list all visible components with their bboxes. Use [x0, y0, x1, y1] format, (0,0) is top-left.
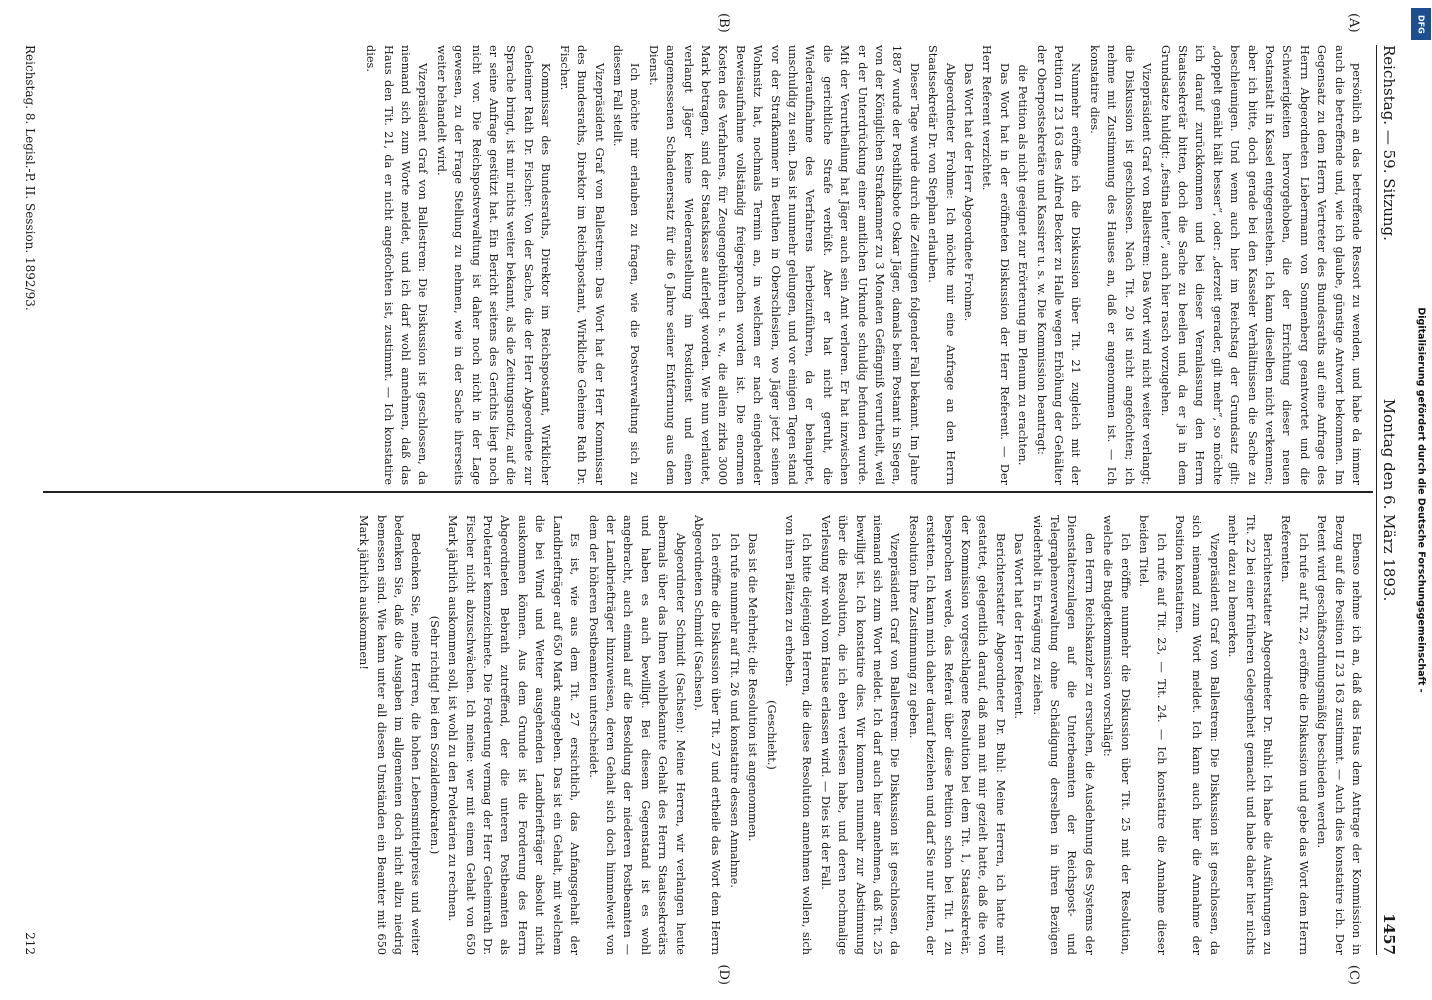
- paragraph: Vizepräsident Graf von Ballestrem: Das Wort hat der Herr Kommissar des Bundesraths, Direktor im Reichspostamt, Wirkliche Geheime Rath Dr. Fischer.: [557, 45, 606, 485]
- paragraph: Ich eröffne die Diskussion über Tit. 27 und ertheile das Wort dem Herrn Abgeordneten Schmidt (Sachsen).: [691, 515, 723, 955]
- page-number: 1457: [1380, 913, 1398, 955]
- paragraph: Ich rufe auf Tit. 23, — Tit. 24. — Ich konstatire die Annahme dieser beiden Titel.: [1137, 515, 1168, 955]
- paragraph: Es ist, wie aus dem Tit. 27 ersichtlich, das Anfangsgehalt der Landbriefträger auf 650 Mark angegeben. Das ist ein Gehalt, mit welchem die bei Wind und Wetter ausgehenden Landbriefträger absolut nicht auskommen können. Aus dem Grunde ist die Forderung des Herrn Abgeordneten Bebrath zutreffend, der die unteren Postbeamten als Proletarier kennzeichnete. Die Forderung vermag der Herr Geheimrath Dr. Fischer nicht abzuschwächen. Ich meine: wer mit einem Gehalt von 650 Mark jährlich auskommen soll, ist wohl zu den Proletarien zu rechnen.: [446, 515, 582, 955]
- paragraph: Vizepräsident Graf von Ballestrem: Die Diskussion ist geschlossen, da sich niemand zum Wort meldet. Ich kann auch hier die Annahme der Position konstatiren.: [1172, 515, 1221, 955]
- header-session: Reichstag. — 59. Sitzung.: [1380, 45, 1398, 241]
- paragraph: Ich rufe nunmehr auf Tit. 26 und konstatire dessen Annahme.: [727, 533, 741, 888]
- paragraph: Vizepräsident Graf von Ballestrem: Das Wort wird nicht weiter verlangt; die Diskussion ist geschlossen. Nach Tit. 20 ist nicht angefochten; ich nehme mit Zustimmung des Hauses an, daß er angenommen ist. — Ich konstatire dies.: [1087, 45, 1154, 485]
- paragraph: Ich möchte mir erlauben zu fragen, wie die Postverwaltung sich zu diesem Fall stellt.: [610, 45, 642, 485]
- margin-marker-c: (C): [1346, 964, 1361, 985]
- paragraph: Ich eröffne nunmehr die Diskussion über Tit. 25 mit der Resolution, welche die Budgetkommission vorschlägt:: [1101, 515, 1132, 955]
- paragraph: persönlich an das betreffende Ressort zu wenden, und habe da immer auch die betreffende und, wie ich glaube, günstige Antwort bekommen. Im Gegensatz zu dem Herrn Vertreter des Bundesraths auf eine Anfrage des Herrn Abgeordneten Liebermann von Sonnenberg geantwortet und die Schwierigkeiten hervorgehoben, die der Errichtung dieser neuen Postanstalt in Kassel entgegenstehen. Ich kann dieselben nicht verkennen; aber ich bitte, doch gerade bei den Kasseler Verhältnissen die Sache zu beschleunigen. Und wenn auch hier im Reichstag der Grundsatz gilt: „doppelt genäht hält besser“, oder: „derzeit gerader, gilt mehr“, so möchte ich darauf zurückkommen und bei dieser Veranlassung den Herrn Staatssekretär bitten, doch die Sache zu beeilen und, da er ja in dem Grundsatze huldigt: „festina lente“, auch hier rasch vorzugehen.: [1158, 45, 1363, 485]
- paragraph: Das Wort hat der Herr Abgeordnete Frohme.: [962, 63, 976, 322]
- header-date: Montag den 6. März 1893.: [1380, 398, 1398, 602]
- paragraph: Vizepräsident Graf von Ballestrem: Die Diskussion ist geschlossen, da niemand sich zum Wort meldet. Ich darf auch hier annehmen, daß Tit. 25 bewilligt ist. Ich konstatire dies. Wir kommen nunmehr zur Abstimmung über die Resolution, die ich eben verlesen habe, und deren nochmalige Verlesung wir wohl vom Hause erlassen wird. — Dies ist der Fall.: [818, 515, 902, 955]
- paragraph: Vizepräsident Graf von Ballestrem: Die Diskussion ist geschlossen, da niemand sich zum Worte meldet, und ich darf wohl annehmen, daß das Haus den Tit. 21, da er nicht angefochten ist, zustimmt. — Ich konstatire dies.: [364, 45, 430, 485]
- right-footer: 212: [23, 932, 37, 955]
- page-header: [1376, 45, 1403, 955]
- paragraph: Abgeordneter Frohme: Ich möchte mir eine Anfrage an den Herrn Staatssekretär Dr. von Stephan erlauben.: [926, 45, 957, 485]
- paragraph: Ich bitte diejenigen Herren, die diese Resolution annehmen wollen, sich von ihren Plätzen zu erheben.: [783, 515, 814, 955]
- paragraph: Das ist die Mehrheit; die Resolution ist angenommen.: [746, 533, 760, 842]
- paragraph: Ich rufe auf Tit. 22, eröffne die Diskussion und gebe das Wort dem Herrn Referenten.: [1279, 515, 1310, 955]
- margin-marker-a: (A): [1346, 13, 1361, 33]
- paragraph: Dieser Tage wurde durch die Zeitungen folgender Fall bekannt. Im Jahre 1887 wurde der Posthilfsbote Oskar Jäger, damals beim Postamt in Siegen, von der Königlichen Strafkammer zu 3 Monaten Gefängniß verurtheilt, weil er der Unterdrückung einer amtlichen Urkunde schuldig befunden wurde. Mit der Verurtheilung hat Jäger auch sein Amt verloren. Er hat inzwischen die gerichtliche Strafe verbüßt. Aber er hat nicht geruht, die Wiederaufnahme des Verfahrens herbeizuführen, da er behauptet, unschuldig zu sein. Das ist nunmehr gelungen, und vor einigen Tagen stand vor der Strafkammer in Beuthen in Oberschlesien, wo Jäger jetzt seinen Wohnsitz hat, nochmals Termin an, in welchem er nach eingehender Beweisaufnahme vollständig freigesprochen worden ist. Die enormen Kosten des Verfahrens, für Zeugengebühren u. s. w., die allein zirka 3000 Mark betragen, sind der Staatskasse auferlegt worden. Wie nun verlautet, verlangt Jäger keine Wiederanstellung im Postdienst und einen angemessenen Schadenersatz für die 6 Jahre seiner Entfernung aus dem Dienst.: [646, 45, 921, 485]
- scanned-page: [11, 5, 1421, 995]
- paragraph: Kommissar des Bundesraths, Direktor im Reichspostamt, Wirklicher Geheimer Rath Dr. Fischer: Von der Sache, die der Herr Abgeordnete zur Sprache bringt, ist mir nichts weiter bekannt, als die Zeitungsnotiz, auf die er seine Anfrage gestützt hat. Ein Bericht seitens des Gerichts liegt noch nicht vor. Die Reichspostverwaltung ist daher noch nicht in der Lage gewesen, zu der Frage Stellung zu nehmen, wie in der Sache ihrerseits weiter behandelt wird.: [434, 45, 553, 485]
- paragraph: Nunmehr eröffne ich die Diskussion über Tit. 21 zugleich mit der Petition II 23 163 des Alfred Becker zu Halle wegen Erhöhung der Gehälter der Oberpostsekretäre und Kassirer u. s. w. Die Kommission beantragt:: [1034, 45, 1083, 485]
- paragraph: die Petition als nicht geeignet zur Erörterung im Plenum zu erachten.: [1016, 64, 1030, 466]
- paragraph: Ebenso nehme ich an, daß das Haus dem Antrage der Kommission in Bezug auf die Position II 23 163 zustimmt. — Auch dies konstatire ich. Der Petent wird geschäftsordnungsmäßig beschieden werden.: [1315, 515, 1363, 955]
- column-divider: [43, 491, 1373, 493]
- paragraph: Abgeordneter Schmidt (Sachsen): Meine Herren, wir verlangen heute abermals über das Ihnen wohlbekannte Gehalt des Herrn Staatssekretärs und haben es auch bewilligt. Bei diesem Gegenstand ist es wohl angebracht, auch einmal auf die Besoldung der niederen Postbeamten — der Landbriefträger hinzuweisen, deren Gehalt sich doch himmelweit von dem der höheren Postbeamten unterscheidet.: [586, 515, 687, 955]
- margin-marker-b: (B): [716, 13, 731, 33]
- paragraph: Berichterstatter Abgeordneter Dr. Buhl: Meine Herren, ich hatte mir gestattet, gelegentlich darauf, daß man mit mir gezielt hatte, daß die von der Kommission vorgeschlagene Resolution bei dem Tit. 1, Staatssekretär, besprochen werde, das Referat über diese Petition schon bei Tit. 1 zu erstatten. Ich kann mich daher darauf beziehen und darf Sie nur bitten, der Resolution Ihre Zustimmung zu geben.: [906, 515, 1007, 955]
- paragraph: den Herrn Reichskanzler zu ersuchen, die Ausdehnung des Systems der Dienstalterszulagen auf die Unterbeamten der Reichspost- und Telegraphenverwaltung ohne Schädigung derselben in ihren Bezügen wiederholt in Erwägung zu ziehen.: [1030, 515, 1096, 955]
- right-column: [45, 515, 1365, 955]
- margin-marker-d: (D): [716, 964, 731, 985]
- paragraph: Berichterstatter Abgeordneter Dr. Buhl: Ich habe die Ausführungen zu Tit. 22 bei einer früheren Gelegenheit gemacht und habe daher hier nichts mehr dazu zu bemerken.: [1226, 515, 1274, 955]
- digitization-credit: Digitalisierung gefördert durch die Deutsche Forschungsgemeinschaft -: [1415, 307, 1427, 693]
- left-footer: Reichstag. 8. Legisl.-P. II. Session. 1892/93.: [23, 45, 37, 311]
- paragraph: Bedenken Sie, meine Herren, die hohen Lebensmittelpreise und weiter bedenken Sie, daß die Ausgaben im allgemeinen doch nicht allzu niedrig bemessen sind. Wie kann unter all diesen Umständen ein Beamter mit 650 Mark jährlich auskommen!: [357, 515, 423, 955]
- left-column: [45, 45, 1365, 485]
- paragraph: Das Wort hat der Herr Referent.: [1012, 533, 1026, 719]
- paragraph: (Geschieht.): [764, 700, 778, 770]
- paragraph: (Sehr richtig! bei den Sozialdemokraten.): [427, 615, 441, 855]
- digitization-sidebar: [1410, 0, 1432, 1000]
- dfg-logo-icon: DFG: [1411, 8, 1431, 40]
- paragraph: Das Wort hat in der eröffneten Diskussion der Herr Referent. — Der Herr Referent verzichtet.: [980, 45, 1011, 485]
